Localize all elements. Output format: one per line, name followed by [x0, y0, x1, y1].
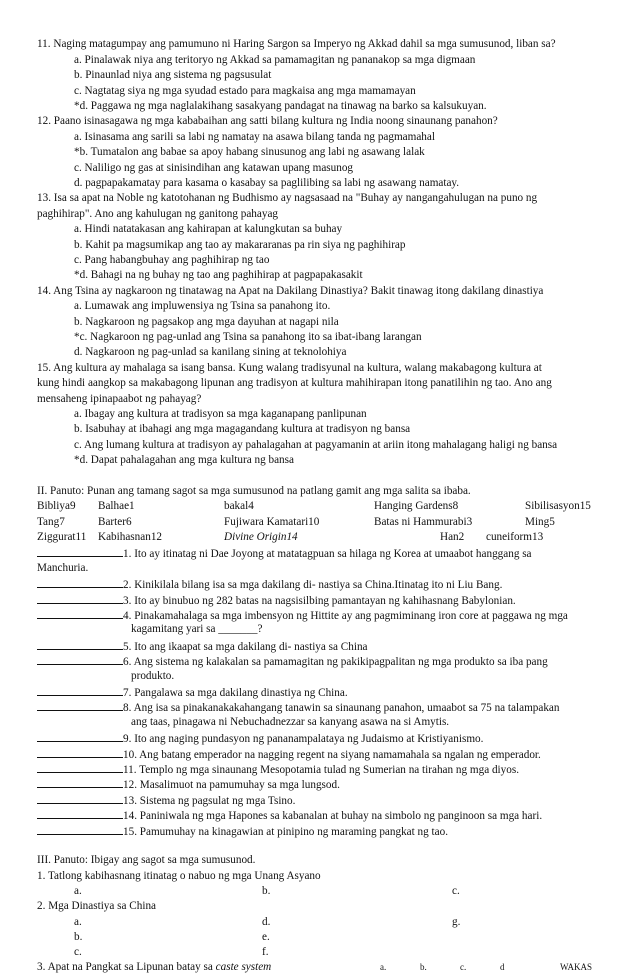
- question-14-option-a: a. Lumawak ang impluwensiya ng Tsina sa panahong ito.: [74, 300, 331, 312]
- fill-in-item-8: 8. Ang isa sa pinakanakakahangang tanawin sa sinaunang panahon, umaabot sa 75 na talampakan: [37, 699, 560, 716]
- part2-heading: II. Panuto: Punan ang tamang sagot sa mga sumusunod na patlang gamit ang mga salita sa ibaba.: [37, 485, 471, 497]
- question-15-option-c: c. Ang lumang kultura at tradisyon ay pahalagahan at pagyamanin at ariin itong mahalagang haligi ng bansa: [74, 439, 558, 451]
- answer-blank[interactable]: [37, 592, 123, 604]
- question-11-stem: 11. Naging matagumpay ang pamumuno ni Haring Sargon sa Imperyo ng Akkad dahil sa mga sumusunod, liban sa?: [37, 38, 556, 50]
- answer-slot[interactable]: c.: [460, 962, 467, 972]
- answer-slot[interactable]: c.: [74, 946, 82, 958]
- fill-in-item-7: 7. Pangalawa sa mga dakilang dinastiya ng China.: [37, 684, 348, 701]
- fill-in-item-1: 1. Ito ay itinatag ni Dae Joyong at matatagpuan sa hilaga ng Korea at umaabot hanggang sa: [37, 545, 532, 562]
- word-bank-item: Ming5: [525, 516, 555, 528]
- answer-slot[interactable]: a.: [380, 962, 387, 972]
- word-bank-item: Fujiwara Kamatari10: [224, 516, 320, 528]
- word-bank-item: bakal4: [224, 500, 254, 512]
- answer-blank[interactable]: [37, 730, 123, 742]
- fill-in-item-6-cont: produkto.: [131, 670, 175, 682]
- answer-slot[interactable]: g.: [452, 916, 461, 928]
- answer-slot[interactable]: b.: [262, 885, 271, 897]
- question-14-option-b: b. Nagkaroon ng pagsakop ang mga dayuhan at nagapi nila: [74, 316, 339, 328]
- answer-blank[interactable]: [37, 807, 123, 819]
- question-13-option-c: c. Pang habangbuhay ang paghihirap ng tao: [74, 254, 270, 266]
- word-bank-item: Kabihasnan12: [98, 531, 163, 543]
- answer-blank[interactable]: [37, 776, 123, 788]
- question-13-stem-cont: paghihirap". Ano ang kahulugan ng ganitong pahayag: [37, 208, 279, 220]
- question-15-option-b: b. Isabuhay at ibahagi ang mga magagandang kultura at tradisyon ng bansa: [74, 423, 411, 435]
- word-bank-item: Divine Origin14: [224, 531, 298, 543]
- word-bank-item: Bibliya9: [37, 500, 76, 512]
- answer-blank[interactable]: [37, 761, 123, 773]
- question-11-option-b: b. Pinaunlad niya ang sistema ng pagsusulat: [74, 69, 272, 81]
- part3-question-1: 1. Tatlong kabihasnang itinatag o nabuo ng mga Unang Asyano: [37, 870, 321, 882]
- fill-in-item-9: 9. Ito ang naging pundasyon ng pananampalataya ng Judaismo at Kristiyanismo.: [37, 730, 483, 747]
- question-14-stem: 14. Ang Tsina ay nagkaroon ng tinatawag na Apat na Dakilang Dinastiya? Bakit tinawag itong dakilang dinastiya: [37, 285, 544, 297]
- answer-slot[interactable]: d: [500, 962, 505, 972]
- fill-in-item-13: 13. Sistema ng pagsulat ng mga Tsino.: [37, 792, 295, 809]
- answer-slot[interactable]: c.: [452, 885, 460, 897]
- word-bank-item: Tang7: [37, 516, 65, 528]
- question-14-option-c: *c. Nagkaroon ng pag-unlad ang Tsina sa panahong ito sa ibat-ibang larangan: [74, 331, 422, 343]
- fill-in-item-10: 10. Ang batang emperador na nagging regent na siyang namamahala sa ngalan ng emperador.: [37, 746, 541, 763]
- answer-blank[interactable]: [37, 653, 123, 665]
- fill-in-item-1-cont: Manchuria.: [37, 562, 89, 574]
- fill-in-item-14: 14. Paniniwala ng mga Hapones sa kabanalan at buhay na simbolo ng panginoon sa mga hari.: [37, 807, 542, 824]
- question-12-option-a: a. Isinasama ang sarili sa labi ng namatay na asawa bilang tanda ng pagmamahal: [74, 131, 435, 143]
- answer-blank[interactable]: [37, 792, 123, 804]
- part3-heading: III. Panuto: Ibigay ang sagot sa mga sumusunod.: [37, 854, 256, 866]
- word-bank-item: Han2: [440, 531, 465, 543]
- answer-blank[interactable]: [37, 699, 123, 711]
- question-15-stem-cont1: kung hindi aangkop sa makabagong lipunan ang tradisyon at kultura mahihirapan itong panatilihin ng tao. Ano ang: [37, 377, 552, 389]
- word-bank-item: Hanging Gardens8: [374, 500, 459, 512]
- word-bank-item: Barter6: [98, 516, 132, 528]
- answer-slot[interactable]: a.: [74, 916, 82, 928]
- question-13-stem: 13. Isa sa apat na Noble ng katotohanan ng Budhismo ay nagsasaad na "Buhay ay nangangahulugan na puno ng: [37, 192, 538, 204]
- question-14-option-d: d. Nagkaroon ng pag-unlad sa kanilang sining at teknolohiya: [74, 346, 347, 358]
- question-13-option-a: a. Hindi natatakasan ang kahirapan at kalungkutan sa buhay: [74, 223, 343, 235]
- answer-blank[interactable]: [37, 823, 123, 835]
- word-bank-item: Balhae1: [98, 500, 135, 512]
- fill-in-item-11: 11. Templo ng mga sinaunang Mesopotamia tulad ng Sumerian na tirahan ng mga diyos.: [37, 761, 519, 778]
- answer-slot[interactable]: d.: [262, 916, 271, 928]
- fill-in-item-12: 12. Masalimuot na pamumuhay sa mga lungsod.: [37, 776, 340, 793]
- answer-blank[interactable]: [37, 746, 123, 758]
- answer-blank[interactable]: [37, 607, 123, 619]
- footer-end-mark: WAKAS: [560, 962, 593, 972]
- question-15-option-d: *d. Dapat pahalagahan ang mga kultura ng bansa: [74, 454, 294, 466]
- question-15-stem: 15. Ang kultura ay mahalaga sa isang bansa. Kung walang tradisyunal na kultura, walang makabagong kultura at: [37, 362, 542, 374]
- answer-blank[interactable]: [37, 545, 123, 557]
- fill-in-item-6: 6. Ang sistema ng kalakalan sa pamamagitan ng pakikipagpalitan ng mga produkto sa iba pang: [37, 653, 548, 670]
- answer-blank[interactable]: [37, 684, 123, 696]
- answer-slot[interactable]: b.: [420, 962, 427, 972]
- answer-slot[interactable]: e.: [262, 931, 270, 943]
- fill-in-item-4-cont: kagamitang yari sa _______?: [131, 623, 263, 635]
- question-15-stem-cont2: mensaheng ipinapaabot ng pahayag?: [37, 393, 202, 405]
- answer-blank[interactable]: [37, 576, 123, 588]
- question-12-option-d: d. pagpapakamatay para kasama o kasabay sa paglilibing sa labi ng asawang namatay.: [74, 177, 460, 189]
- answer-blank[interactable]: [37, 638, 123, 650]
- question-15-option-a: a. Ibagay ang kultura at tradisyon sa mga kaganapang panlipunan: [74, 408, 367, 420]
- question-13-option-b: b. Kahit pa magsumikap ang tao ay makararanas pa rin siya ng paghihirap: [74, 239, 406, 251]
- part3-question-2: 2. Mga Dinastiya sa China: [37, 900, 157, 912]
- question-13-option-d: *d. Bahagi na ng buhay ng tao ang paghihirap at pagpapakasakit: [74, 269, 363, 281]
- word-bank-item: Batas ni Hammurabi3: [374, 516, 473, 528]
- question-11-option-d: *d. Paggawa ng mga naglalakihang sasakyang pandagat na tinawag na barko sa kalsukuyan.: [74, 100, 487, 112]
- fill-in-item-8-cont: ang taas, pinagawa ni Nebuchadnezzar sa kanyang asawa na si Amytis.: [131, 716, 450, 728]
- question-12-option-c: c. Naliligo ng gas at sinisindihan ang katawan upang masunog: [74, 162, 354, 174]
- question-11-option-a: a. Pinalawak niya ang teritoryo ng Akkad sa pamamagitan ng pananakop sa mga digmaan: [74, 54, 476, 66]
- fill-in-item-3: 3. Ito ay binubuo ng 282 batas na nagsisilbing pamantayan ng kahihasnang Babylonian.: [37, 592, 516, 609]
- question-12-stem: 12. Paano isinasagawa ng mga kababaihan ang satti bilang kultura ng India noong sinaunang panahon?: [37, 115, 498, 127]
- word-bank-item: cuneiform13: [486, 531, 544, 543]
- answer-slot[interactable]: f.: [262, 946, 269, 958]
- question-11-option-c: c. Nagtatag siya ng mga syudad estado para magkaisa ang mga mamamayan: [74, 85, 416, 97]
- answer-slot[interactable]: a.: [74, 885, 82, 897]
- fill-in-item-2: 2. Kinikilala bilang isa sa mga dakilang di- nastiya sa China.Itinatag ito ni Liu Bang.: [37, 576, 502, 593]
- answer-slot[interactable]: b.: [74, 931, 83, 943]
- fill-in-item-15: 15. Pamumuhay na kinagawian at pinipino ng maraming pangkat ng tao.: [37, 823, 448, 840]
- word-bank-item: Ziggurat11: [37, 531, 87, 543]
- fill-in-item-5: 5. Ito ang ikaapat sa mga dakilang di- nastiya sa China: [37, 638, 368, 655]
- word-bank-item: Sibilisasyon15: [525, 500, 591, 512]
- question-12-option-b: *b. Tumatalon ang babae sa apoy habang sinusunog ang labi ng asawang lalak: [74, 146, 425, 158]
- part3-question-3: 3. Apat na Pangkat sa Lipunan batay sa caste system: [37, 961, 272, 973]
- fill-in-item-4: 4. Pinakamahalaga sa mga imbensyon ng Hittite ay ang pagmiminang iron core at paggawa ng mga: [37, 607, 568, 624]
